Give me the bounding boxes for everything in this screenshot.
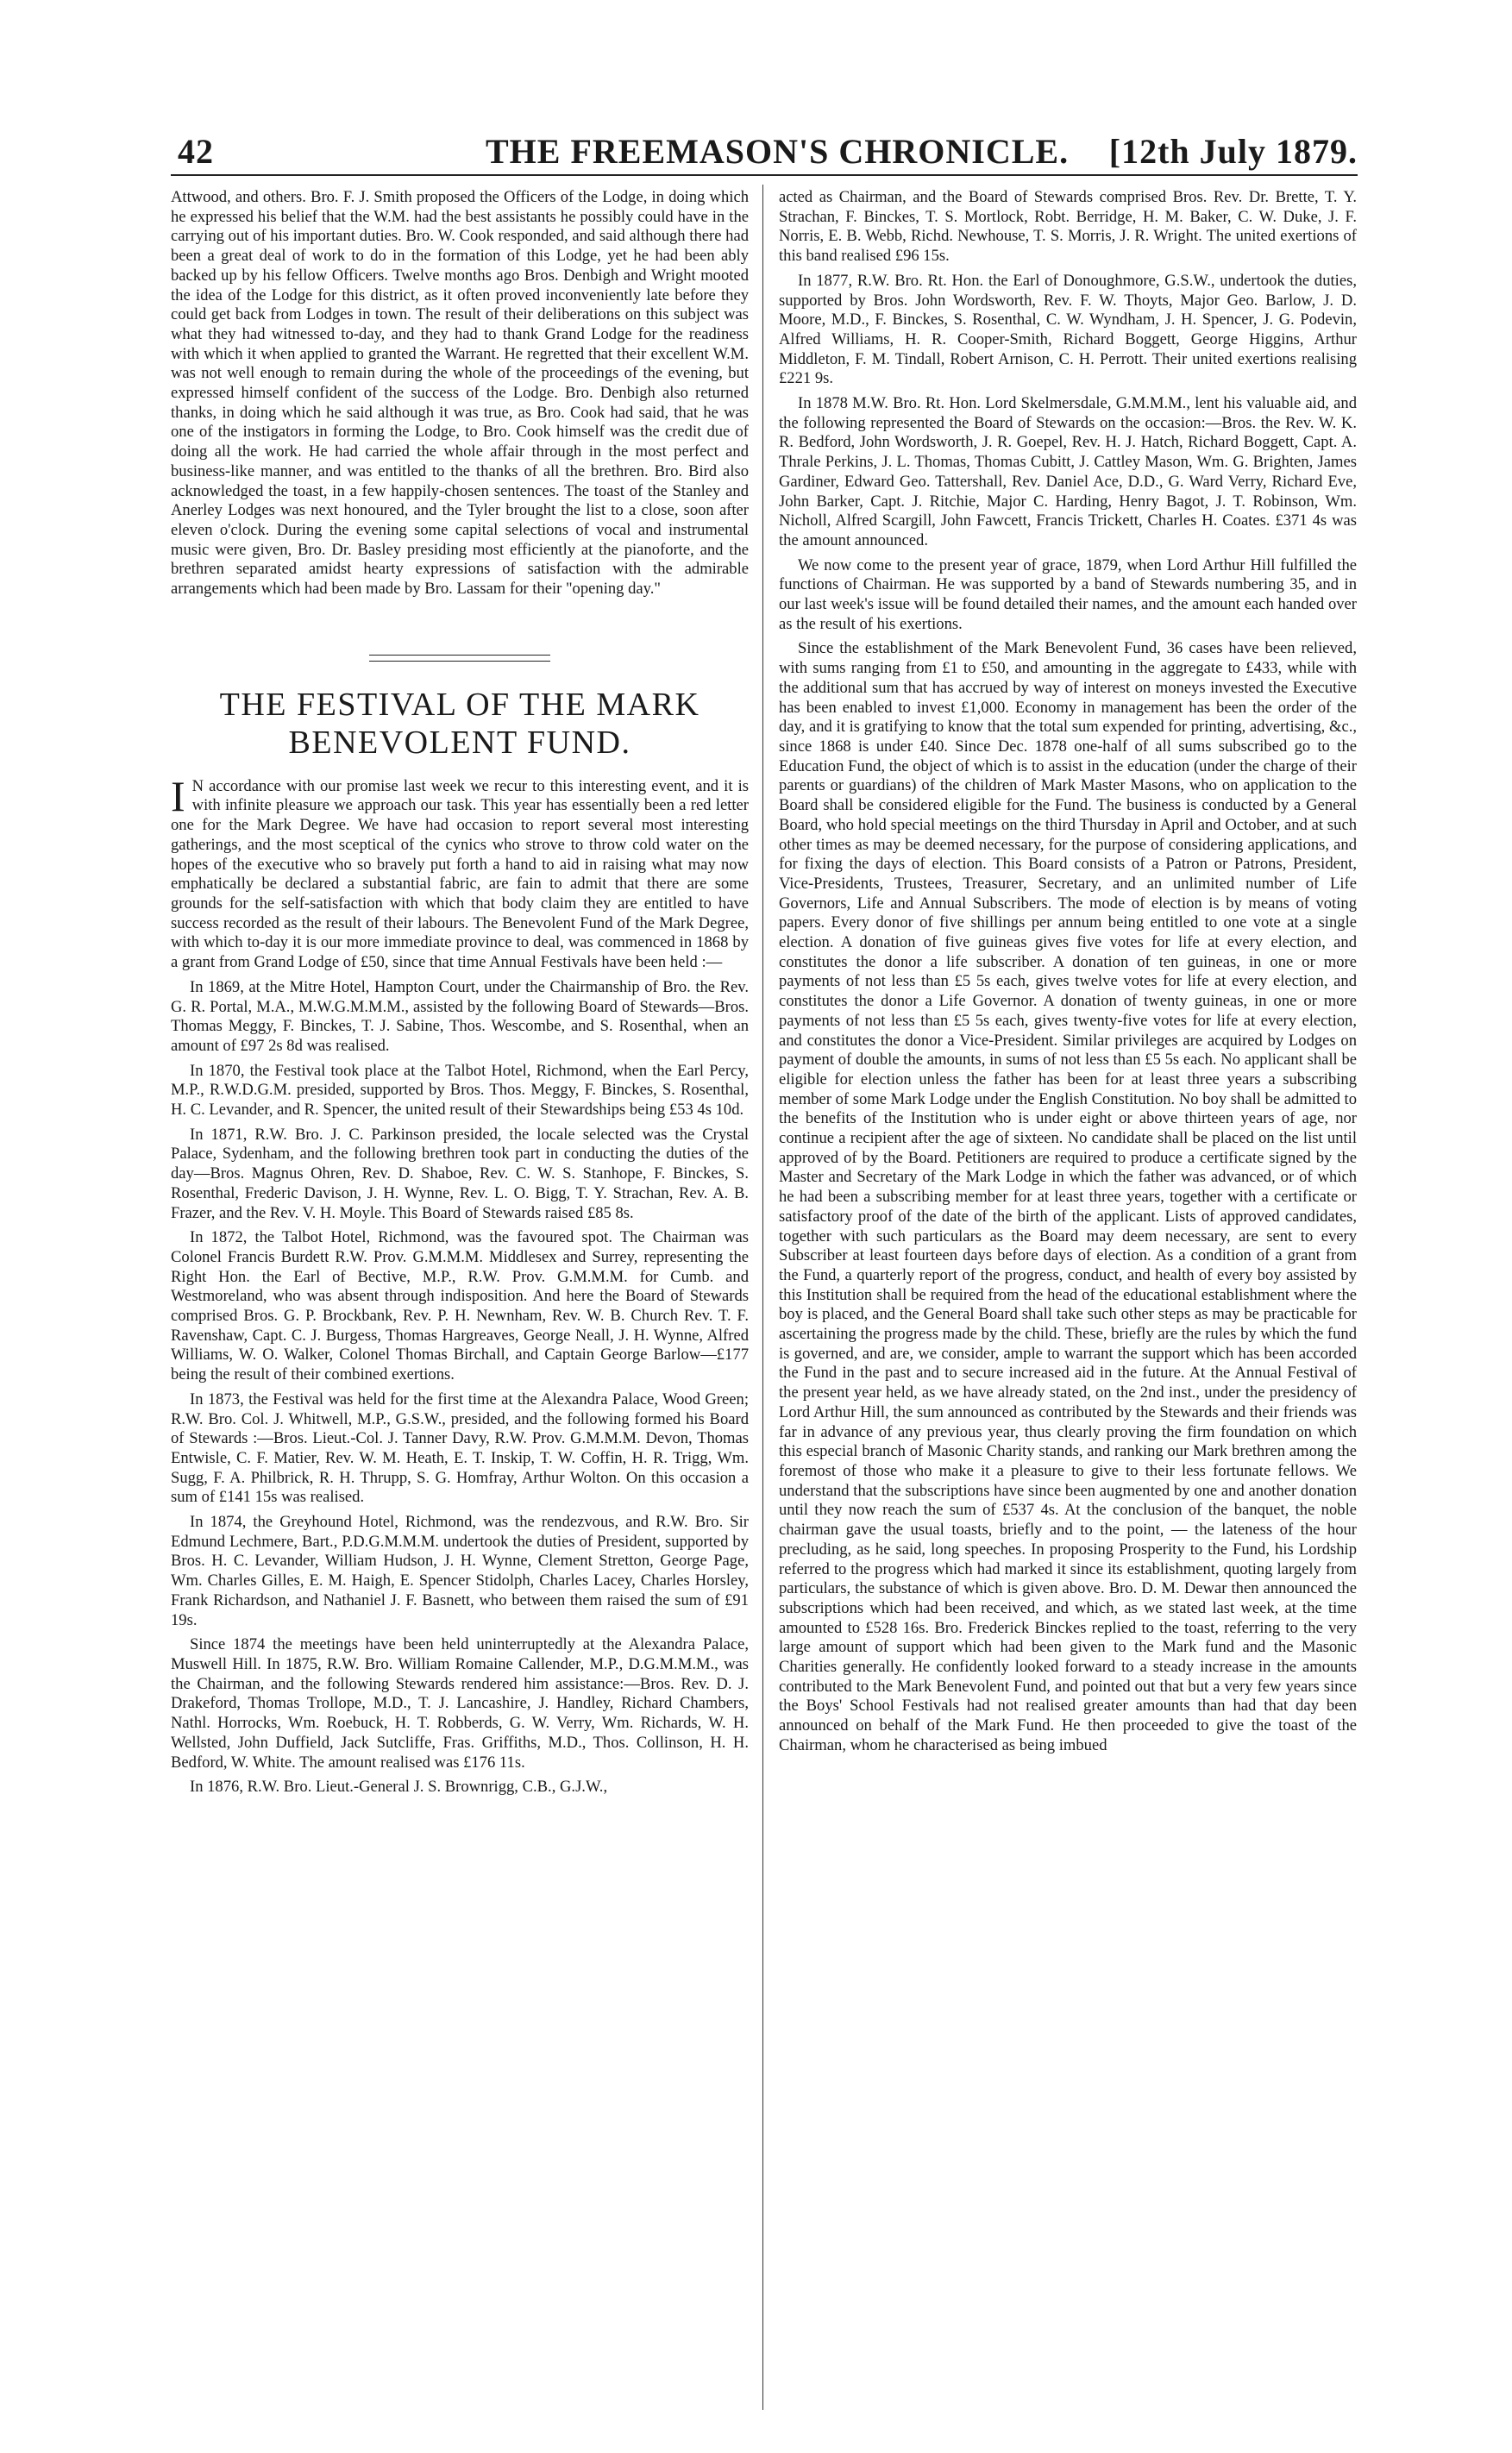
drop-cap: I bbox=[171, 771, 185, 820]
paragraph: We now come to the present year of grace, 1879, when Lord Arthur Hill fulfilled the functions of Chairman. He was supported by a band of Stewards numbering 35, and in our last week's issue will be found detailed their names, and the amount each handed over as the result of his exertions. bbox=[779, 555, 1357, 633]
paragraph-text: N accordance with our promise last week we recur to this interesting event, and it is with infinite pleasure we approach our task. This year has essentially been a red letter one for the Mark Degree. We have had occasion to report several most interesting gatherings, and the most sceptical of the cynics who strove to throw cold water on the hopes of the executive who so bravely put forth a hand to aid in raising what may now emphatically be declared a substantial fabric, are fain to admit that there are some grounds for the self-satisfaction with which that body claim they are entitled to have success recorded as the result of their labours. The Benevolent Fund of the Mark Degree, with which to-day it is our more immediate province to deal, was commenced in 1868 by a grant from Grand Lodge of £50, since that time Annual Festivals have been held :— bbox=[171, 776, 749, 972]
issue-date: [12th July 1879. bbox=[1108, 132, 1358, 171]
header-rule bbox=[171, 174, 1358, 176]
section-divider bbox=[369, 661, 550, 662]
paragraph: In 1869, at the Mitre Hotel, Hampton Court, under the Chairmanship of Bro. the Rev. G. R. Portal, M.A., M.W.G.M.M.M., assisted by the following Board of Stewards—Bros. Thomas Meggy, F. Binckes, T. J. Sabine, Thos. Wescombe, and S. Rosenthal, when an amount of £97 2s 8d was realised. bbox=[171, 977, 749, 1055]
column-divider bbox=[762, 185, 763, 2410]
page-number: 42 bbox=[178, 132, 214, 171]
paragraph bbox=[171, 771, 749, 973]
paragraph: In 1872, the Talbot Hotel, Richmond, was the favoured spot. The Chairman was Colonel Francis Burdett R.W. Prov. G.M.M.M. Middlesex and Surrey, representing the Right Hon. the Earl of Bective, M.P., R.W. Prov. G.M.M.M. for Cumb. and Westmoreland, who was absent through indisposition. And here the Board of Stewards comprised Bros. G. P. Brockbank, Rev. P. H. Newnham, Rev. W. B. Church Rev. T. F. Ravenshaw, Capt. C. J. Burgess, Thomas Hargreaves, George Neall, J. H. Wynne, Alfred Williams, W. O. Walker, Colonel Thomas Birchall, and Captain George Barlow—£177 being the result of their combined exertions. bbox=[171, 1228, 749, 1384]
paragraph: Attwood, and others. Bro. F. J. Smith proposed the Officers of the Lodge, in doing which he expressed his belief that the W.M. had the best assistants he possibly could have in the carrying out of his important duties. Bro. W. Cook responded, and said although there had been a great deal of work to do in the formation of this Lodge, yet he had been ably backed up by his fellow Officers. Twelve months ago Bros. Denbigh and Wright mooted the idea of the Lodge for this district, as it often proved inconveniently late before they could get back from Lodges in town. The result of their deliberations on this subject was what they had witnessed to-day, and they had to thank Grand Lodge for the readiness with which it when applied to granted the Warrant. He regretted that their excellent W.M. was not well enough to remain during the whole of the proceedings of the evening, but expressed himself confident of the success of the Lodge. Bro. Denbigh also returned thanks, in doing which he said although it was true, as Bro. Cook had said, that he was one of the instigators in forming the Lodge, to Bro. Cook himself was the credit due of doing all the work. He had carried the whole affair through in the most perfect and business-like manner, and was entitled to the thanks of all the brethren. Bro. Bird also acknowledged the toast, in a few happily-chosen sentences. The toast of the Stanley and Anerley Lodges was next honoured, and the Tyler brought the list to a close, soon after eleven o'clock. During the evening some capital selections of vocal and instrumental music were given, Bro. Dr. Basley presiding most efficiently at the pianoforte, and the brethren separated amidst hearty expressions of satisfaction with the admirable arrangements which had been made by Bro. Lassam for their "opening day." bbox=[171, 188, 749, 599]
paragraph: In 1871, R.W. Bro. J. C. Parkinson presided, the locale selected was the Crystal Palace, Sydenham, and the following brethren took part in conducting the duties of the day—Bros. Magnus Ohren, Rev. D. Shaboe, Rev. C. W. S. Stanhope, F. Binckes, S. Rosenthal, Frederic Davison, J. H. Wynne, Rev. L. O. Bigg, T. Y. Strachan, Rev. A. B. Frazer, and the Rev. V. H. Moyle. This Board of Stewards raised £85 8s. bbox=[171, 1125, 749, 1222]
paragraph: In 1876, R.W. Bro. Lieut.-General J. S. Brownrigg, C.B., G.J.W., bbox=[190, 1778, 608, 1797]
paragraph: In 1870, the Festival took place at the Talbot Hotel, Richmond, when the Earl Percy, M.P., R.W.D.G.M. presided, supported by Bros. Thos. Meggy, F. Binckes, S. Rosenthal, H. C. Levander, and R. Spencer, the united result of their Stewardships being £53 4s 10d. bbox=[171, 1061, 749, 1120]
paragraph: In 1878 M.W. Bro. Rt. Hon. Lord Skelmersdale, G.M.M.M., lent his valuable aid, and the following represented the Board of Stewards on the occasion:—Bros. the Rev. W. K. R. Bedford, John Wordsworth, J. R. Goepel, Rev. H. J. Hatch, Richard Boggett, Capt. A. Thrale Perkins, J. L. Thomas, Thomas Cubitt, J. Cattley Mason, Wm. G. Brighten, James Gardiner, Edward Geo. Tattershall, Rev. Daniel Ace, D.D., G. Ward Verry, Richard Eve, John Barker, Capt. J. Ritchie, Major C. Harding, Henry Bagot, J. T. Robinson, Wm. Nicholl, Alfred Scargill, John Fawcett, Francis Trickett, Charles H. Coates. £371 4s was the amount announced. bbox=[779, 394, 1357, 549]
paragraph: acted as Chairman, and the Board of Stewards comprised Bros. Rev. Dr. Brette, T. Y. Strachan, F. Binckes, T. S. Mortlock, Robt. Berridge, H. M. Baker, C. W. Duke, J. F. Norris, E. B. Webb, Richd. Newhouse, T. S. Morris, J. R. Wright. The united exertions of this band realised £96 15s. bbox=[779, 188, 1357, 266]
newspaper-title: THE FREEMASON'S CHRONICLE. bbox=[486, 132, 1070, 171]
article-title: THE FESTIVAL OF THE MARK BENEVOLENT FUND. bbox=[219, 686, 700, 761]
left-column bbox=[171, 188, 749, 1803]
paragraph: Since 1874 the meetings have been held uninterruptedly at the Alexandra Palace, Muswell Hill. In 1875, R.W. Bro. William Romaine Callender, M.P., D.G.M.M.M., was the Chairman, and the following Stewards rendered him assistance:—Bros. Rev. D. J. Drakeford, Thomas Trollope, M.D., T. J. Lancashire, J. Handley, Richard Chambers, Nathl. Horrocks, Wm. Roebuck, H. T. Robberds, G. W. Verry, Wm. Richards, W. H. Wellsted, John Duffield, Jack Sutcliffe, Fras. Griffiths, M.D., Thos. Collinson, H. H. Bedford, W. White. The amount realised was £176 11s. bbox=[171, 1635, 749, 1772]
paragraph: In 1874, the Greyhound Hotel, Richmond, was the rendezvous, and R.W. Bro. Sir Edmund Lechmere, Bart., P.D.G.M.M.M. undertook the duties of President, supported by Bros. H. C. Levander, William Hudson, J. H. Wynne, Clement Stretton, George Page, Wm. Charles Gilles, E. M. Haigh, E. Spencer Stidolph, Charles Lacey, Charles Horsley, Frank Richardson, and Nathaniel J. F. Basnett, who between them raised the sum of £91 19s. bbox=[171, 1513, 749, 1629]
right-column bbox=[779, 188, 1357, 1761]
section-divider bbox=[369, 655, 550, 656]
page-header bbox=[171, 126, 1358, 171]
paragraph: In 1873, the Festival was held for the first time at the Alexandra Palace, Wood Green; R.W. Bro. Col. J. Whitwell, M.P., G.S.W., presided, and the following formed his Board of Stewards :—Bros. Lieut.-Col. J. Tanner Davy, R.W. Prov. G.M.M.M. Devon, Thomas Entwisle, C. F. Matier, Rev. W. M. Heath, E. T. Inskip, T. W. Coffin, H. R. Trigg, Wm. Sugg, F. A. Philbrick, R. H. Thrupp, S. G. Homfray, Arthur Wolton. On this occasion a sum of £141 15s was realised. bbox=[171, 1390, 749, 1507]
paragraph: Since the establishment of the Mark Benevolent Fund, 36 cases have been relieved, with sums ranging from £1 to £50, and amounting in the aggregate to £433, while with the additional sum that has accrued by way of interest on moneys invested the Executive has been enabled to invest £1,000. Economy in management has been the order of the day, and it is gratifying to know that the total sum expended for printing, advertising, &c., since 1868 is under £40. Since Dec. 1878 one-half of all sums subscribed go to the Education Fund, the object of which is to assist in the education (under the charge of their parents or guardians) of the children of Mark Master Masons, who on application to the Board shall be considered eligible for the Fund. The business is conducted by a General Board, who hold special meetings on the third Thursday in April and October, and at such other times as may be deemed necessary, for the purpose of considering applications, and for fixing the days of election. This Board consists of a Patron or Patrons, President, Vice-Presidents, Trustees, Treasurer, Secretary, and an unlimited number of Life Governors, Life and Annual Subscribers. The mode of election is by means of voting papers. Every donor of five shillings per annum being entitled to one vote at a single election. A donation of five guineas gives five votes for life at every election, and constitutes the donor a life subscriber. A donation of ten guineas, in one or more payments of not less than £5 5s each, gives twelve votes for life at every election, and constitutes the donor a Life Governor. A donation of twenty guineas, in one or more payments of not less than £5 5s each, gives twenty-five votes for life at every election, and constitutes the donor a Vice-President. Similar privileges are acquired by Lodges on payment of double the amounts, in sums of not less than £5 5s each. No applicant shall be eligible for election unless the father has been for at least three years a subscribing member of some Mark Lodge under the English Constitution. No boy shall be admitted to the benefits of the Institution who is under eight or above thirteen years of age, nor continue a recipient after the age of sixteen. No candidate shall be placed on the list until approved of by the Board. Petitioners are required to produce a certificate signed by the Master and Secretary of the Mark Lodge in which the father was advanced, or of which he had been a subscribing member for at least three years, together with a certificate or satisfactory proof of the date of the birth of the applicant. Lists of approved candidates, together with such particulars as the Board may deem necessary, are sent to every Subscriber at least fourteen days before days of election. As a condition of a grant from the Fund, a quarterly report of the progress, conduct, and health of every boy assisted by this Institution shall be required from the head of the educational establishment where the boy is placed, and the General Board shall take such other steps as may be practicable for ascertaining the progress made by the child. These, briefly are the rules by which the fund is governed, and are, we consider, ample to warrant the support which has been accorded the Fund in the past and to secure increased aid in the future. At the Annual Festival of the present year held, as we have already stated, on the 2nd inst., under the presidency of Lord Arthur Hill, the sum announced as contributed by the Stewards and their friends was far in advance of any previous year, thus clearly proving the firm foundation on which this especial branch of Masonic Charity stands, and ranking our Mark brethren among the foremost of those who make it a pleasure to give to their less fortunate fellows. We understand that the subscriptions have since been augmented by one and another donation until they now reach the sum of £537 4s. At the conclusion of the banquet, the noble chairman gave the usual toasts, briefly and to the point, — the lateness of the hour precluding, as he said, long speeches. In proposing Prosperity to the Fund, his Lordship referred to the progress which had marked it since its establishment, quoting largely from particulars, the substance of which is given above. Bro. D. M. Dewar then announced the subscriptions which had been received, and which, as we stated last week, at the time amounted to £528 16s. Bro. Frederick Binckes replied to the toast, referring to the very large amount of support which had been given to the Mark fund and the Masonic Charities generally. He confidently looked forward to a steady increase in the amounts contributed to the Mark Benevolent Fund, and pointed out that but a very few years since the Boys' School Festivals had not realised greater amounts than had that day been announced on behalf of the Mark Fund. He then proceeded to give the toast of the Chairman, whom he characterised as being imbued bbox=[779, 639, 1357, 1754]
paragraph: In 1877, R.W. Bro. Rt. Hon. the Earl of Donoughmore, G.S.W., undertook the duties, supported by Bros. John Wordsworth, Rev. F. W. Thoyts, Major Geo. Barlow, J. D. Moore, M.D., F. Binckes, S. Rosenthal, C. W. Wyndham, J. H. Spencer, J. G. Podevin, Alfred Williams, H. R. Cooper-Smith, Richard Boggett, George Higgins, Arthur Middleton, F. M. Tindall, Robert Arnison, C. H. Perrott. Their united exertions realising £221 9s. bbox=[779, 271, 1357, 388]
